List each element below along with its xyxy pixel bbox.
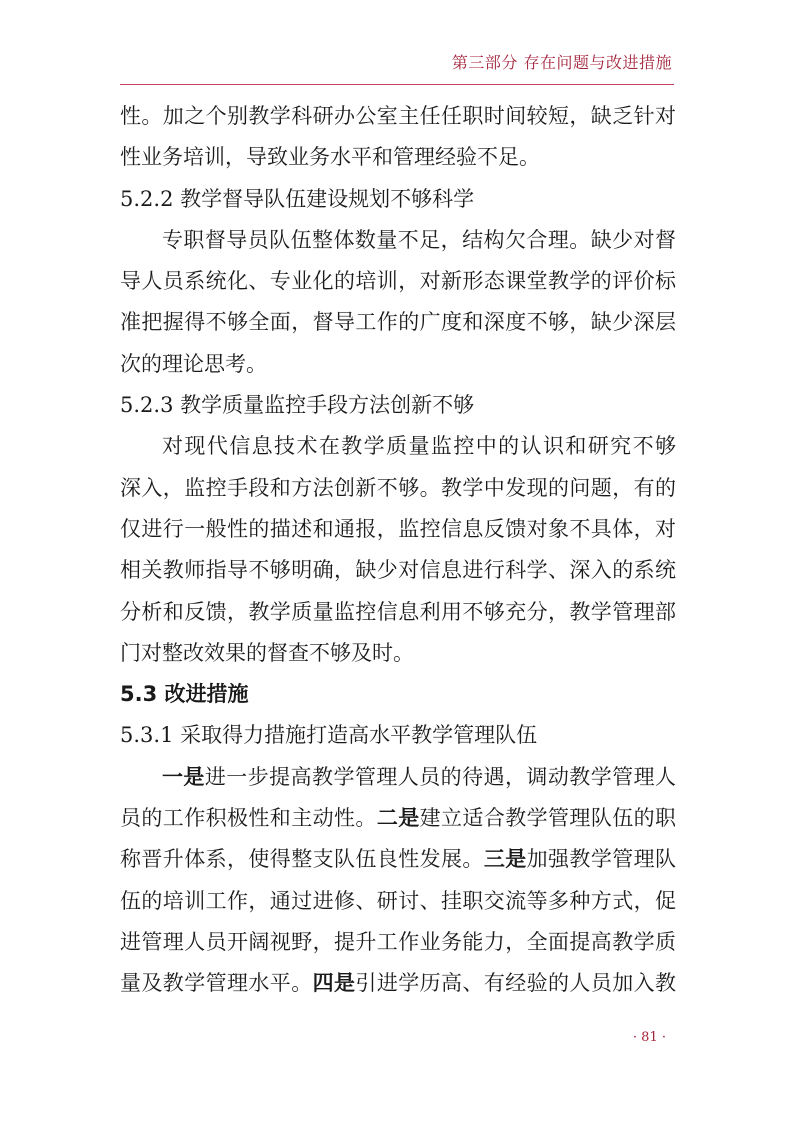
header-rule	[120, 84, 674, 85]
paragraph-line: 伍的培训工作，通过进修、研讨、挂职交流等多种方式，促	[120, 888, 676, 913]
paragraph-line: 次的理论思考。	[120, 351, 267, 376]
lead-term: 三是	[483, 847, 527, 872]
paragraph-line	[120, 839, 676, 880]
paragraph-line: 性。加之个别教学科研办公室主任任职时间较短，缺乏针对	[120, 104, 676, 128]
subsection-heading-5-2-3: 5.2.3 教学质量监控手段方法创新不够	[120, 393, 475, 418]
section-heading-5-3: 5.3 改进措施	[120, 682, 249, 707]
paragraph-line: 专职督导员队伍整体数量不足，结构欠合理。缺少对督	[162, 227, 676, 252]
paragraph-line: 相关教师指导不够明确，缺少对信息进行科学、深入的系统	[120, 558, 676, 583]
lead-term: 一是	[162, 764, 205, 789]
subsection-heading-5-3-1: 5.3.1 采取得力措施打造高水平教学管理队伍	[120, 723, 538, 748]
paragraph-line: 进管理人员开阔视野，提升工作业务能力，全面提高教学质	[120, 929, 676, 954]
line-text: 加强教学管理队	[526, 847, 676, 872]
paragraph-line	[120, 798, 676, 839]
paragraph-line: 性业务培训，导致业务水平和管理经验不足。	[120, 145, 540, 170]
paragraph-line: 导人员系统化、专业化的培训，对新形态课堂教学的评价标	[120, 269, 676, 294]
subsection-heading-5-2-2: 5.2.2 教学督导队伍建设规划不够科学	[120, 186, 475, 211]
lead-term: 四是	[312, 971, 356, 996]
page-body	[120, 96, 676, 1005]
paragraph-line: 准把握得不够全面，督导工作的广度和深度不够，缺少深层	[120, 310, 676, 335]
paragraph-line: 深入，监控手段和方法创新不够。教学中发现的问题，有的	[120, 475, 676, 500]
paragraph-line: 分析和反馈，教学质量监控信息利用不够充分，教学管理部	[120, 599, 676, 624]
line-text: 建立适合教学管理队伍的职	[419, 806, 676, 831]
lead-term: 二是	[376, 806, 420, 831]
line-text: 引进学历高、有经验的人员加入教	[355, 971, 676, 996]
line-text: 进一步提高教学管理人员的待遇，调动教学管理人	[204, 764, 676, 789]
paragraph-line	[120, 757, 676, 798]
running-header: 第三部分 存在问题与改进措施	[451, 53, 672, 72]
paragraph-line: 门对整改效果的督查不够及时。	[120, 640, 414, 665]
paragraph-line: 仅进行一般性的描述和通报，监控信息反馈对象不具体，对	[120, 516, 676, 541]
line-text: 员的工作积极性和主动性。	[120, 806, 377, 831]
page-number: · 81 ·	[632, 1030, 666, 1045]
paragraph-line: 对现代信息技术在教学质量监控中的认识和研究不够	[162, 434, 676, 459]
line-text: 量及教学管理水平。	[120, 971, 313, 996]
line-text: 称晋升体系，使得整支队伍良性发展。	[120, 847, 484, 872]
paragraph-line	[120, 963, 676, 1004]
